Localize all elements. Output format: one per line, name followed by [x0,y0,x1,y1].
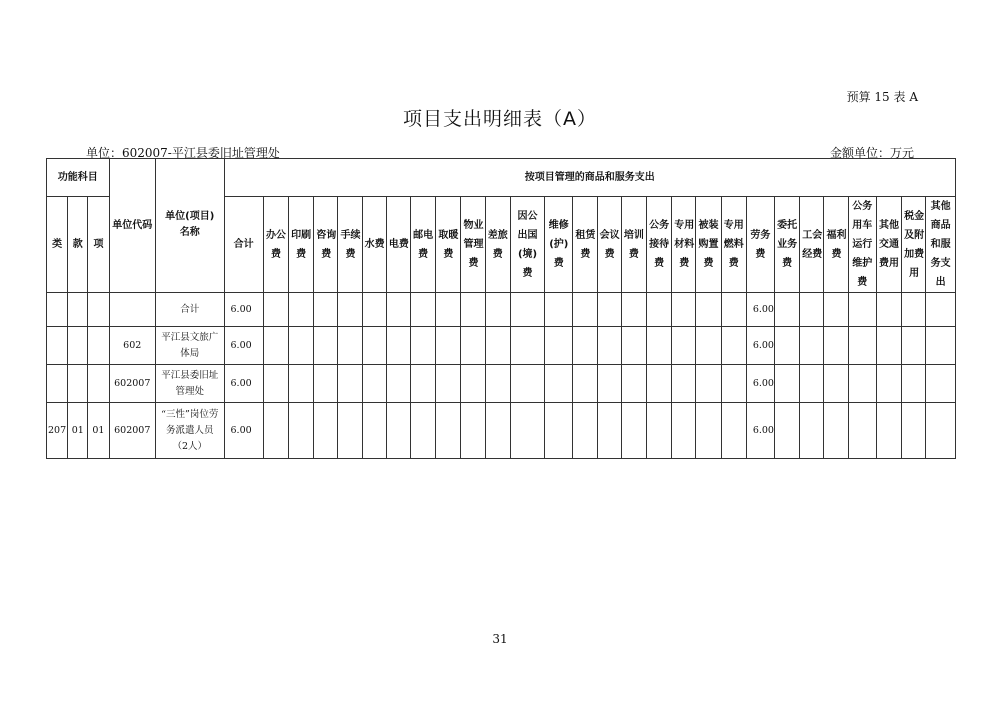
cell-empty [485,403,510,459]
cell-empty [800,327,824,365]
cell-empty [573,327,597,365]
header-col-9: 物业管理费 [461,197,485,293]
cell-xiang [88,365,109,403]
cell-empty [436,403,461,459]
cell-empty [545,327,573,365]
header-col-5: 水费 [362,197,386,293]
cell-empty [289,365,314,403]
cell-empty [672,293,696,327]
cell-empty [314,403,338,459]
cell-empty [411,293,436,327]
cell-empty [510,327,544,365]
header-col-25: 其他交通费用 [876,197,901,293]
cell-empty [902,365,926,403]
cell-empty [721,293,746,327]
header-col-17: 专用材料费 [672,197,696,293]
cell-empty [338,365,362,403]
cell-empty [902,327,926,365]
cell-empty [461,327,485,365]
cell-empty [263,327,288,365]
cell-unit-name: 平江县委旧址管理处 [155,365,224,403]
cell-empty [800,403,824,459]
cell-unit-code: 602007 [109,403,155,459]
cell-empty [411,327,436,365]
cell-empty [263,365,288,403]
cell-empty [800,365,824,403]
page-number: 31 [492,632,508,646]
header-col-18: 被装购置费 [696,197,721,293]
page-title: 项目支出明细表（A） [403,108,597,130]
header-col-22: 工会经费 [800,197,824,293]
cell-kuan [68,327,88,365]
cell-empty [647,365,672,403]
cell-xiang [88,327,109,365]
cell-labor-fee: 6.00 [746,403,774,459]
cell-empty [289,403,314,459]
cell-empty [338,327,362,365]
cell-empty [386,403,410,459]
table-row [47,293,956,327]
cell-empty [314,293,338,327]
cell-empty [824,293,848,327]
header-col-24: 公务用车运行维护费 [848,197,876,293]
cell-empty [672,403,696,459]
cell-empty [721,327,746,365]
cell-empty [902,403,926,459]
cell-empty [545,365,573,403]
cell-xiang [88,293,109,327]
cell-empty [573,365,597,403]
header-goods-services: 按项目管理的商品和服务支出 [224,159,955,197]
cell-empty [696,293,721,327]
cell-empty [672,327,696,365]
cell-empty [386,293,410,327]
cell-empty [263,293,288,327]
cell-unit-name: 平江县文旅广体局 [155,327,224,365]
cell-empty [621,293,646,327]
cell-empty [775,293,800,327]
cell-empty [362,365,386,403]
header-col-3: 咨询费 [314,197,338,293]
cell-empty [800,293,824,327]
cell-empty [775,365,800,403]
cell-empty [510,293,544,327]
header-col-0: 合计 [224,197,263,293]
cell-empty [597,327,621,365]
header-col-23: 福利费 [824,197,848,293]
unit-label: 单位：602007-平江县委旧址管理处 [86,146,280,160]
cell-empty [721,403,746,459]
cell-empty [824,403,848,459]
cell-empty [485,365,510,403]
cell-empty [926,293,956,327]
cell-empty [696,327,721,365]
cell-empty [461,293,485,327]
cell-empty [672,365,696,403]
cell-empty [411,365,436,403]
table-row [47,327,956,365]
cell-total: 6.00 [224,327,263,365]
cell-empty [461,365,485,403]
header-col-19: 专用燃料费 [721,197,746,293]
form-code: 预算 15 表 A [846,90,918,104]
cell-kuan [68,293,88,327]
cell-empty [848,403,876,459]
cell-empty [573,293,597,327]
cell-empty [263,403,288,459]
cell-empty [926,327,956,365]
cell-total: 6.00 [224,403,263,459]
header-col-7: 邮电费 [411,197,436,293]
header-col-16: 公务接待费 [647,197,672,293]
header-col-8: 取暖费 [436,197,461,293]
cell-empty [510,403,544,459]
cell-kuan [68,365,88,403]
header-col-6: 电费 [386,197,410,293]
cell-empty [362,293,386,327]
cell-empty [289,293,314,327]
header-col-13: 租赁费 [573,197,597,293]
cell-empty [824,365,848,403]
table-row [47,365,956,403]
cell-empty [573,403,597,459]
header-kuan: 款 [68,197,88,293]
cell-unit-code [109,293,155,327]
header-col-26: 税金及附加费用 [902,197,926,293]
cell-unit-name: “三性”岗位劳务派遣人员（2人） [155,403,224,459]
cell-empty [775,403,800,459]
header-col-11: 因公出国(境)费 [510,197,544,293]
cell-empty [289,327,314,365]
cell-empty [386,327,410,365]
header-col-14: 会议费 [597,197,621,293]
cell-empty [436,327,461,365]
cell-lei [47,327,68,365]
header-col-20: 劳务费 [746,197,774,293]
cell-empty [485,327,510,365]
cell-empty [647,293,672,327]
cell-empty [848,365,876,403]
cell-kuan: 01 [68,403,88,459]
cell-empty [647,403,672,459]
cell-empty [314,327,338,365]
cell-lei: 207 [47,403,68,459]
cell-empty [824,327,848,365]
cell-lei [47,365,68,403]
cell-total: 6.00 [224,293,263,327]
cell-empty [876,327,901,365]
header-col-4: 手续费 [338,197,362,293]
cell-empty [597,403,621,459]
cell-empty [775,327,800,365]
cell-empty [545,293,573,327]
cell-empty [362,327,386,365]
cell-empty [621,403,646,459]
header-col-1: 办公费 [263,197,288,293]
cell-empty [848,327,876,365]
cell-unit-code: 602 [109,327,155,365]
header-col-21: 委托业务费 [775,197,800,293]
cell-empty [461,403,485,459]
cell-lei [47,293,68,327]
cell-xiang: 01 [88,403,109,459]
cell-unit-code: 602007 [109,365,155,403]
cell-empty [545,403,573,459]
header-col-2: 印刷费 [289,197,314,293]
cell-empty [597,293,621,327]
table-row [47,403,956,459]
cell-empty [902,293,926,327]
header-xiang: 项 [88,197,109,293]
cell-labor-fee: 6.00 [746,327,774,365]
cell-empty [621,327,646,365]
header-col-12: 维修(护)费 [545,197,573,293]
budget-table [46,158,956,459]
cell-empty [621,365,646,403]
cell-labor-fee: 6.00 [746,293,774,327]
header-functional-subject: 功能科目 [47,159,110,197]
cell-empty [510,365,544,403]
cell-empty [338,403,362,459]
header-unit-name: 单位(项目)名称 [155,159,224,293]
cell-empty [362,403,386,459]
header-unit-code: 单位代码 [109,159,155,293]
cell-empty [436,365,461,403]
cell-empty [338,293,362,327]
cell-empty [411,403,436,459]
cell-labor-fee: 6.00 [746,365,774,403]
cell-empty [485,293,510,327]
cell-empty [647,327,672,365]
amount-unit-label: 金额单位：万元 [829,146,914,160]
cell-empty [436,293,461,327]
cell-empty [721,365,746,403]
cell-empty [876,403,901,459]
cell-empty [696,403,721,459]
cell-empty [876,365,901,403]
header-col-15: 培训费 [621,197,646,293]
cell-empty [848,293,876,327]
header-col-10: 差旅费 [485,197,510,293]
cell-empty [926,403,956,459]
cell-empty [696,365,721,403]
cell-empty [597,365,621,403]
cell-total: 6.00 [224,365,263,403]
cell-empty [926,365,956,403]
header-lei: 类 [47,197,68,293]
cell-unit-name: 合计 [155,293,224,327]
cell-empty [314,365,338,403]
cell-empty [386,365,410,403]
header-col-27: 其他商品和服务支出 [926,197,956,293]
cell-empty [876,293,901,327]
